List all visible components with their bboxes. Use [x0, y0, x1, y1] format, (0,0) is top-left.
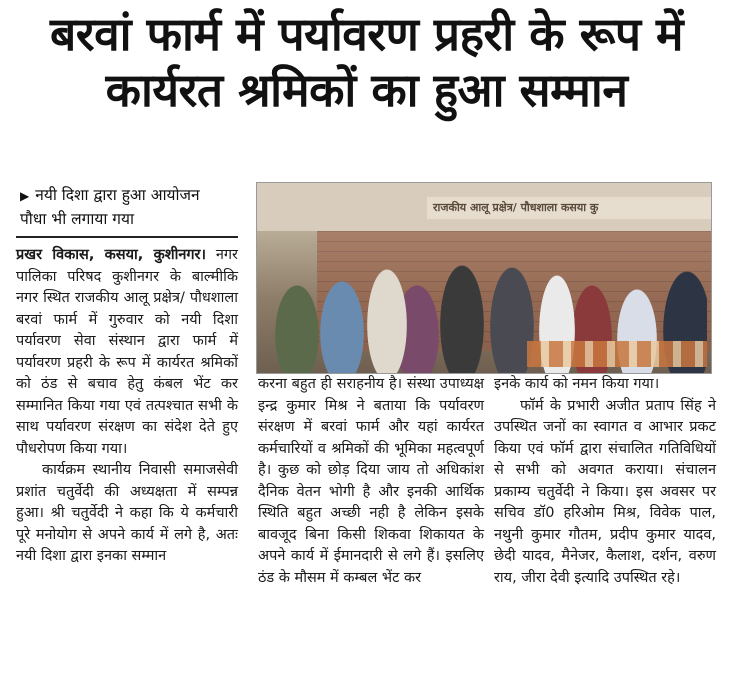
- paragraph: प्रखर विकास, कसया, कुशीनगर। नगर पालिका परिषद कुशीनगर के बाल्मीकि नगर स्थित राजकीय आलू प्रक्षेत्र/ पौधशाला बरवां फार्म में गुरुवार को नयी दिशा पर्यावरण सेवा संस्थान द्वारा फार्म में पर्यावरण प्रहरी के रूप में कार्यरत श्रमिकों को ठंड से बचाव हेतु कंबल भेंट कर सम्मानित किया गया एवं तत्पश्चात सभी के साथ पर्यावरण संरक्षण का संदेश देते हुए पौधरोपण किया गया।: [16, 247, 238, 457]
- article-column-2: [258, 374, 484, 589]
- paragraph: इनके कार्य को नमन किया गया।: [494, 376, 660, 392]
- triangle-bullet-icon: ▶: [20, 189, 30, 203]
- photo-blankets: [527, 341, 707, 367]
- article-column-1: [16, 245, 238, 568]
- article-column-3: [494, 374, 716, 589]
- subhead-line-1: ▶ नयी दिशा द्वारा हुआ आयोजन: [20, 186, 200, 204]
- subhead-line-2: पौधा भी लगाया गया: [20, 210, 135, 228]
- byline: प्रखर विकास, कसया, कुशीनगर।: [16, 247, 206, 263]
- paragraph: कार्यक्रम स्थानीय निवासी समाजसेवी प्रशांत चतुर्वेदी की अध्यक्षता में सम्पन्न हुआ। श्री चतुर्वेदी ने कहा कि ये कर्मचारी पूरे मनोयोग से अपने कार्य में लगे है, अतः नयी दिशा द्वारा इनका सम्मान: [16, 462, 238, 564]
- subheads: [20, 184, 235, 231]
- headline: बरवां फार्म में पर्यावरण प्रहरी के रूप में कार्यरत श्रमिकों का हुआ सम्मान: [50, 7, 683, 117]
- photo-building-sign: राजकीय आलू प्रक्षेत्र/ पौधशाला कसया कु: [427, 197, 712, 219]
- paragraph: फॉर्म के प्रभारी अजीत प्रताप सिंह ने उपस्थित जनों का स्वागत व आभार प्रकट किया एवं फॉर्म द्वारा संचालित गतिविधियों से सभी को अवगत कराया। संचालन प्रकाम्य चतुर्वेदी ने किया। इस अवसर पर सचिव डॉ0 हरिओम मिश्र, विवेक पाल, नथुनी कुमार गौतम, प्रदीप कुमार यादव, छेदी यादव, मैनेजर, कैलाश, दर्शन, वरुण राय, जीरा देवी इत्यादि उपस्थित रहे।: [494, 397, 716, 586]
- paragraph: करना बहुत ही सराहनीय है। संस्था उपाध्यक्ष इन्द्र कुमार मिश्र ने बताया कि पर्यावरण संरक्षण में बरवां फार्म और यहां कार्यरत कर्मचारियों व श्रमिकों की भूमिका महत्वपूर्ण है। कुछ को छोड़ दिया जाय तो अधिकांश दैनिक वेतन भोगी है और इनकी आर्थिक स्थिति बहुत अच्छी नही है लेकिन इसके बावजूद बिना किसी शिकवा शिकायत के अपने कार्य में ईमानदारी से लगे हैं। इसलिए ठंड के मौसम में कम्बल भेंट कर: [258, 376, 484, 586]
- subhead-divider: [16, 236, 238, 238]
- news-photo: [256, 182, 712, 374]
